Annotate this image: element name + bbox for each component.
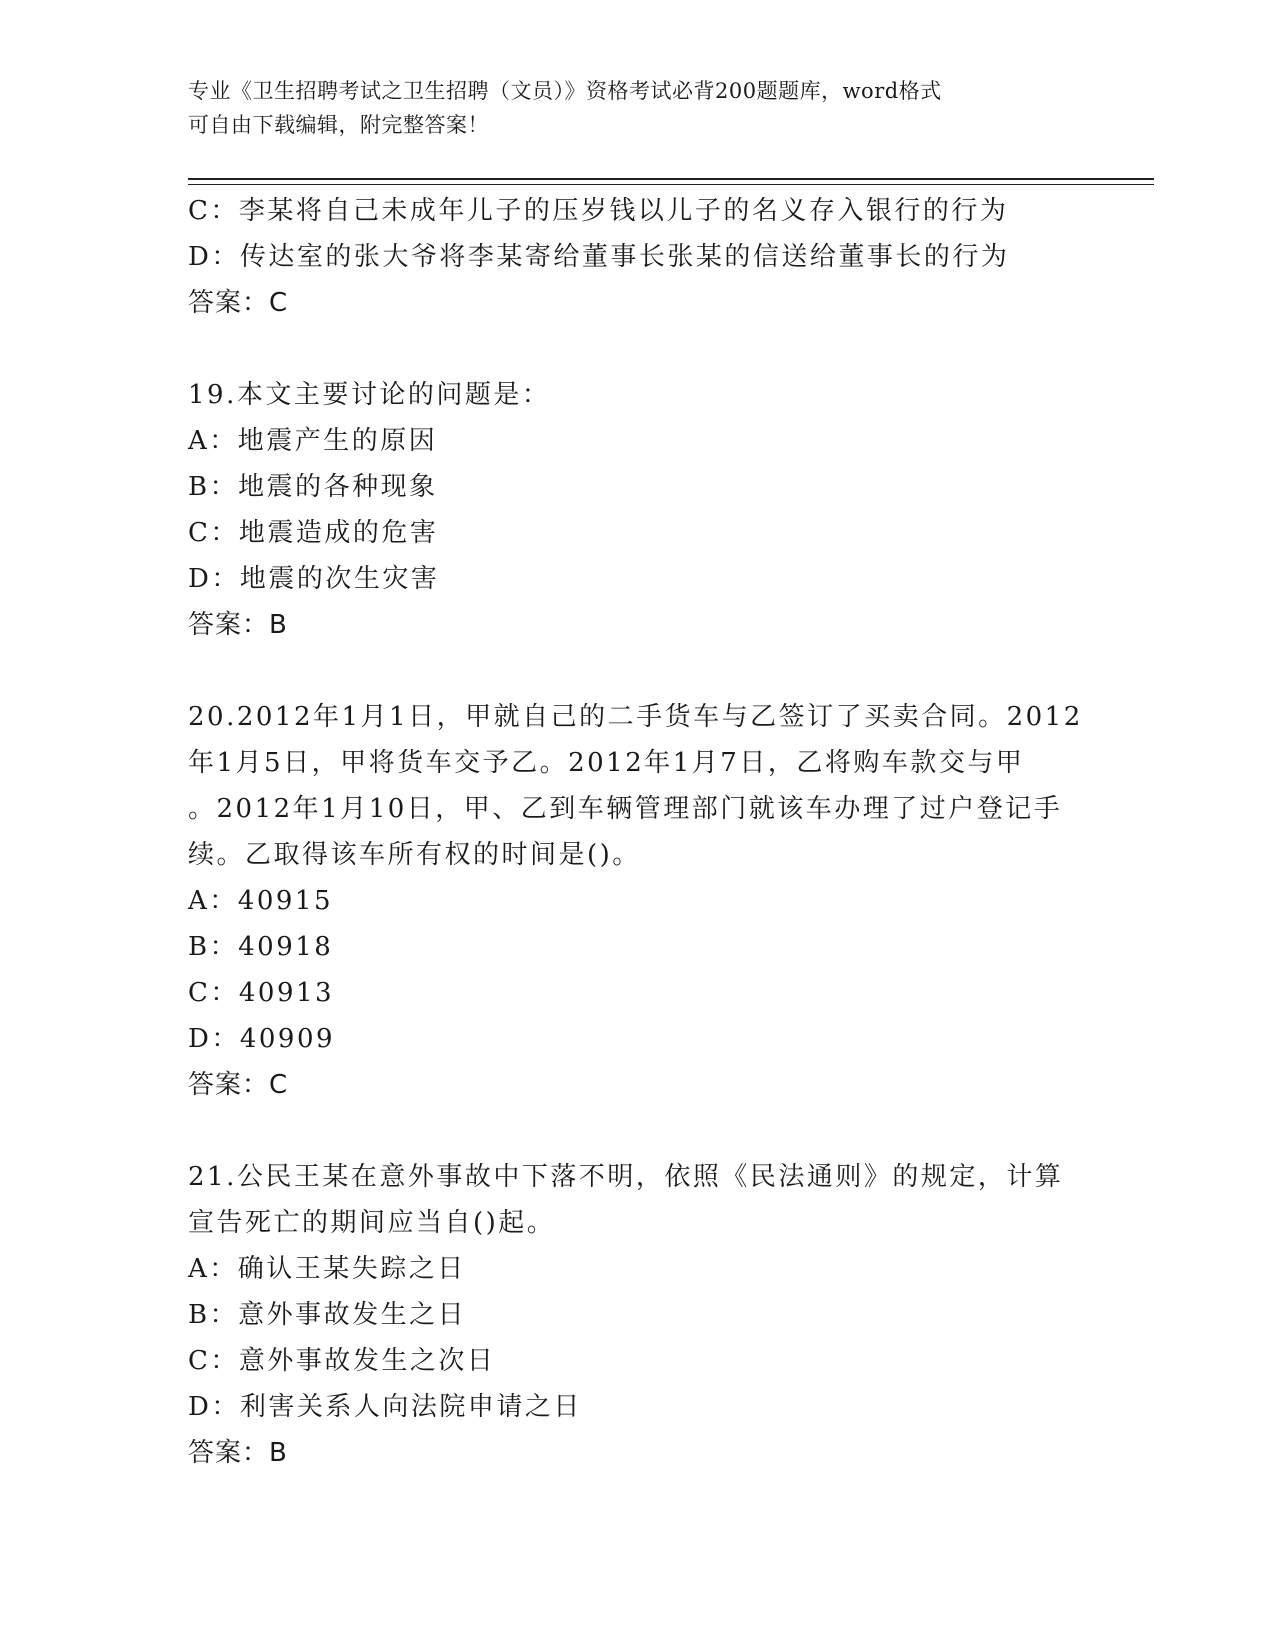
- spacer: [188, 326, 1088, 372]
- option-b: B：40918: [188, 932, 334, 962]
- header-title-line-1: 专业《卫生招聘考试之卫生招聘（文员）》资格考试必背200题题库，word格式: [188, 79, 942, 103]
- question-block-19: [188, 372, 1088, 648]
- option-d: D：传达室的张大爷将李某寄给董事长张某的信送给董事长的行为: [188, 242, 1010, 272]
- question-block-21: [188, 1154, 1088, 1476]
- header-divider: [188, 178, 1154, 180]
- option-c: C：地震造成的危害: [188, 518, 439, 548]
- option-a: A：确认王某失踪之日: [188, 1254, 466, 1284]
- document-header: [188, 74, 1088, 142]
- question-text-line-4: 续。乙取得该车所有权的时间是()。: [188, 840, 641, 870]
- option-d: D：地震的次生灾害: [188, 564, 440, 594]
- option-c: C：40913: [188, 978, 335, 1008]
- option-b: B：地震的各种现象: [188, 472, 438, 502]
- question-text-line-2: 宣告死亡的期间应当自()起。: [188, 1208, 556, 1238]
- question-block-18: [188, 188, 1088, 326]
- answer-line: 答案：C: [188, 288, 289, 318]
- option-a: A：地震产生的原因: [188, 426, 438, 456]
- answer-line: 答案：C: [188, 1070, 289, 1100]
- option-c: C：李某将自己未成年儿子的压岁钱以儿子的名义存入银行的行为: [188, 196, 1009, 226]
- answer-line: 答案：B: [188, 1438, 288, 1468]
- question-text-line-1: 20.2012年1月1日，甲就自己的二手货车与乙签订了买卖合同。2012: [188, 702, 1083, 732]
- question-text-line-3: 。2012年1月10日，甲、乙到车辆管理部门就该车办理了过户登记手: [188, 794, 1063, 824]
- question-list: [188, 188, 1088, 1476]
- option-a: A：40915: [188, 886, 333, 916]
- question-text: 19.本文主要讨论的问题是：: [188, 380, 551, 410]
- spacer: [188, 648, 1088, 694]
- header-divider-thin: [188, 184, 1154, 185]
- option-b: B：意外事故发生之日: [188, 1300, 467, 1330]
- header-title-line-2: 可自由下载编辑，附完整答案！: [188, 113, 489, 137]
- question-text-line-2: 年1月5日，甲将货车交予乙。2012年1月7日，乙将购车款交与甲: [188, 748, 1025, 778]
- option-c: C：意外事故发生之次日: [188, 1346, 496, 1376]
- question-text-line-1: 21.公民王某在意外事故中下落不明，依照《民法通则》的规定，计算: [188, 1162, 1064, 1192]
- option-d: D：利害关系人向法院申请之日: [188, 1392, 582, 1422]
- option-d: D：40909: [188, 1024, 336, 1054]
- answer-line: 答案：B: [188, 610, 288, 640]
- spacer: [188, 1108, 1088, 1154]
- question-block-20: [188, 694, 1088, 1108]
